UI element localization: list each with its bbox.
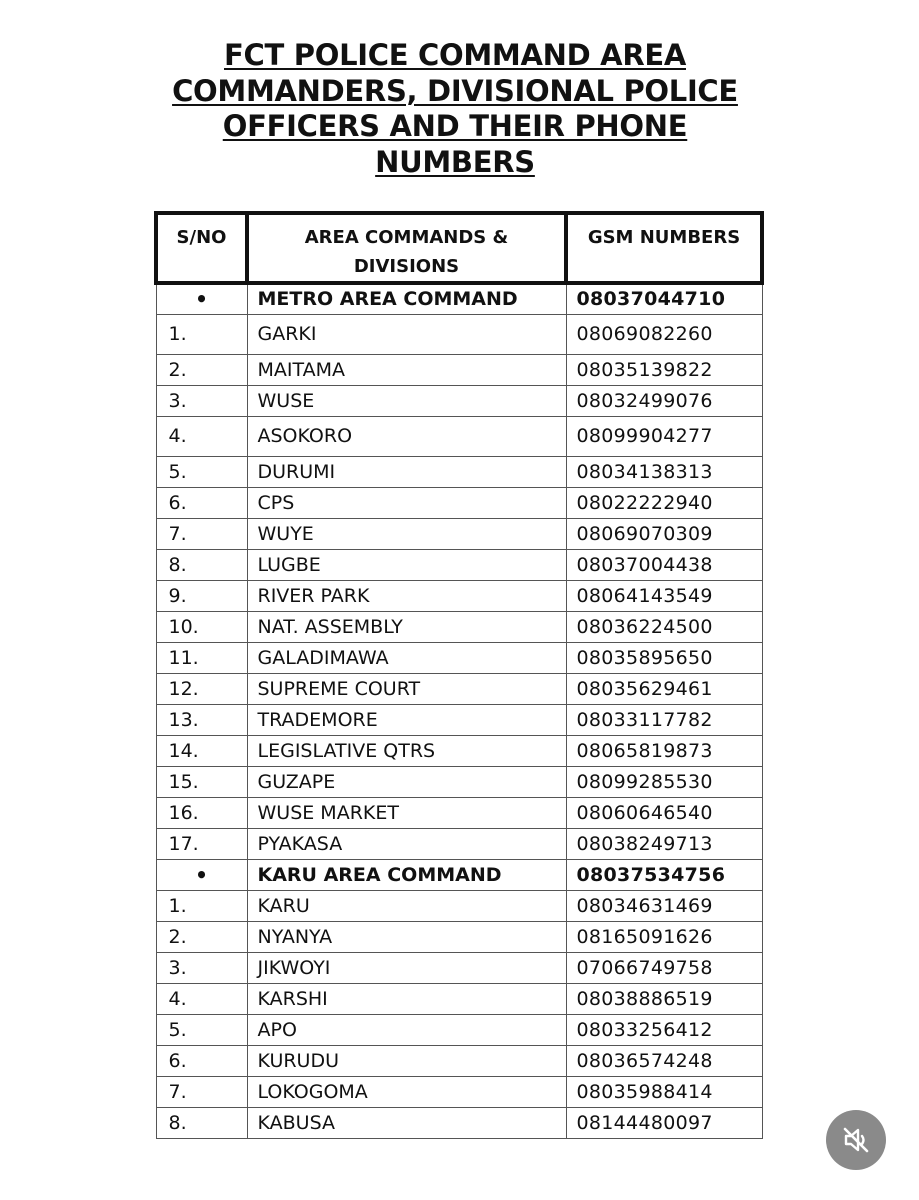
division-name: KABUSA bbox=[247, 1107, 566, 1138]
serial-number: 7. bbox=[156, 1076, 247, 1107]
division-name: TRADEMORE bbox=[247, 704, 566, 735]
table-row bbox=[156, 611, 762, 642]
header-sno: S/NO bbox=[156, 213, 247, 283]
division-name: MAITAMA bbox=[247, 354, 566, 385]
gsm-number: 08144480097 bbox=[566, 1107, 762, 1138]
serial-number: 3. bbox=[156, 952, 247, 983]
serial-number: 1. bbox=[156, 314, 247, 354]
table-row bbox=[156, 735, 762, 766]
table-row bbox=[156, 921, 762, 952]
gsm-number: 08035139822 bbox=[566, 354, 762, 385]
gsm-number: 08165091626 bbox=[566, 921, 762, 952]
serial-number: 3. bbox=[156, 385, 247, 416]
table-row bbox=[156, 766, 762, 797]
serial-number: 7. bbox=[156, 518, 247, 549]
table-row bbox=[156, 828, 762, 859]
table-row bbox=[156, 1107, 762, 1138]
page-title: FCT POLICE COMMAND AREA COMMANDERS, DIVISIONAL POLICE OFFICERS AND THEIR PHONE NUMBERS bbox=[172, 38, 738, 179]
gsm-number: 08036574248 bbox=[566, 1045, 762, 1076]
bullet: • bbox=[156, 283, 247, 314]
gsm-number: 08060646540 bbox=[566, 797, 762, 828]
table-row bbox=[156, 580, 762, 611]
serial-number: 17. bbox=[156, 828, 247, 859]
division-name: KURUDU bbox=[247, 1045, 566, 1076]
serial-number: 5. bbox=[156, 1014, 247, 1045]
gsm-number: 08032499076 bbox=[566, 385, 762, 416]
gsm-number: 08035629461 bbox=[566, 673, 762, 704]
gsm-number: 08065819873 bbox=[566, 735, 762, 766]
division-name: LEGISLATIVE QTRS bbox=[247, 735, 566, 766]
serial-number: 16. bbox=[156, 797, 247, 828]
gsm-number: 08069082260 bbox=[566, 314, 762, 354]
gsm-number: 08099285530 bbox=[566, 766, 762, 797]
division-name: LUGBE bbox=[247, 549, 566, 580]
serial-number: 2. bbox=[156, 921, 247, 952]
area-command-name: KARU AREA COMMAND bbox=[247, 859, 566, 890]
division-name: NAT. ASSEMBLY bbox=[247, 611, 566, 642]
gsm-number: 08037534756 bbox=[566, 859, 762, 890]
division-name: CPS bbox=[247, 487, 566, 518]
serial-number: 8. bbox=[156, 1107, 247, 1138]
gsm-number: 08034631469 bbox=[566, 890, 762, 921]
division-name: KARSHI bbox=[247, 983, 566, 1014]
header-area-commands: AREA COMMANDS & DIVISIONS bbox=[247, 213, 566, 283]
table-row bbox=[156, 1076, 762, 1107]
serial-number: 1. bbox=[156, 890, 247, 921]
gsm-number: 08037044710 bbox=[566, 283, 762, 314]
division-name: GARKI bbox=[247, 314, 566, 354]
gsm-number: 08033117782 bbox=[566, 704, 762, 735]
serial-number: 14. bbox=[156, 735, 247, 766]
serial-number: 6. bbox=[156, 1045, 247, 1076]
gsm-number: 08033256412 bbox=[566, 1014, 762, 1045]
division-name: NYANYA bbox=[247, 921, 566, 952]
gsm-number: 08035895650 bbox=[566, 642, 762, 673]
gsm-number: 08038249713 bbox=[566, 828, 762, 859]
table-row bbox=[156, 456, 762, 487]
serial-number: 4. bbox=[156, 416, 247, 456]
phone-directory-table bbox=[154, 211, 764, 1139]
table-row bbox=[156, 385, 762, 416]
table-row bbox=[156, 952, 762, 983]
serial-number: 4. bbox=[156, 983, 247, 1014]
serial-number: 11. bbox=[156, 642, 247, 673]
gsm-number: 08022222940 bbox=[566, 487, 762, 518]
header-gsm-numbers: GSM NUMBERS bbox=[566, 213, 762, 283]
serial-number: 2. bbox=[156, 354, 247, 385]
gsm-number: 08037004438 bbox=[566, 549, 762, 580]
table-row bbox=[156, 1045, 762, 1076]
division-name: KARU bbox=[247, 890, 566, 921]
division-name: RIVER PARK bbox=[247, 580, 566, 611]
division-name: ASOKORO bbox=[247, 416, 566, 456]
gsm-number: 08064143549 bbox=[566, 580, 762, 611]
division-name: WUSE MARKET bbox=[247, 797, 566, 828]
division-name: GUZAPE bbox=[247, 766, 566, 797]
table-row bbox=[156, 890, 762, 921]
gsm-number: 08036224500 bbox=[566, 611, 762, 642]
division-name: PYAKASA bbox=[247, 828, 566, 859]
gsm-number: 08038886519 bbox=[566, 983, 762, 1014]
mute-button[interactable] bbox=[826, 1110, 886, 1170]
bullet: • bbox=[156, 859, 247, 890]
serial-number: 15. bbox=[156, 766, 247, 797]
serial-number: 6. bbox=[156, 487, 247, 518]
speaker-muted-icon bbox=[840, 1124, 872, 1156]
serial-number: 9. bbox=[156, 580, 247, 611]
division-name: DURUMI bbox=[247, 456, 566, 487]
gsm-number: 08069070309 bbox=[566, 518, 762, 549]
area-command-row-metro bbox=[156, 283, 762, 314]
gsm-number: 08034138313 bbox=[566, 456, 762, 487]
division-name: SUPREME COURT bbox=[247, 673, 566, 704]
table-row bbox=[156, 642, 762, 673]
table-row bbox=[156, 673, 762, 704]
gsm-number: 08035988414 bbox=[566, 1076, 762, 1107]
table-row bbox=[156, 704, 762, 735]
division-name: JIKWOYI bbox=[247, 952, 566, 983]
division-name: WUSE bbox=[247, 385, 566, 416]
table-row bbox=[156, 983, 762, 1014]
gsm-number: 08099904277 bbox=[566, 416, 762, 456]
table-row bbox=[156, 1014, 762, 1045]
table-row bbox=[156, 549, 762, 580]
table-row bbox=[156, 487, 762, 518]
table-header-row bbox=[156, 213, 762, 283]
table-row bbox=[156, 518, 762, 549]
serial-number: 5. bbox=[156, 456, 247, 487]
division-name: WUYE bbox=[247, 518, 566, 549]
serial-number: 12. bbox=[156, 673, 247, 704]
serial-number: 10. bbox=[156, 611, 247, 642]
table-row bbox=[156, 314, 762, 354]
table-row bbox=[156, 354, 762, 385]
division-name: APO bbox=[247, 1014, 566, 1045]
serial-number: 13. bbox=[156, 704, 247, 735]
table-row bbox=[156, 797, 762, 828]
gsm-number: 07066749758 bbox=[566, 952, 762, 983]
division-name: LOKOGOMA bbox=[247, 1076, 566, 1107]
division-name: GALADIMAWA bbox=[247, 642, 566, 673]
area-command-row-karu bbox=[156, 859, 762, 890]
area-command-name: METRO AREA COMMAND bbox=[247, 283, 566, 314]
serial-number: 8. bbox=[156, 549, 247, 580]
table-row bbox=[156, 416, 762, 456]
